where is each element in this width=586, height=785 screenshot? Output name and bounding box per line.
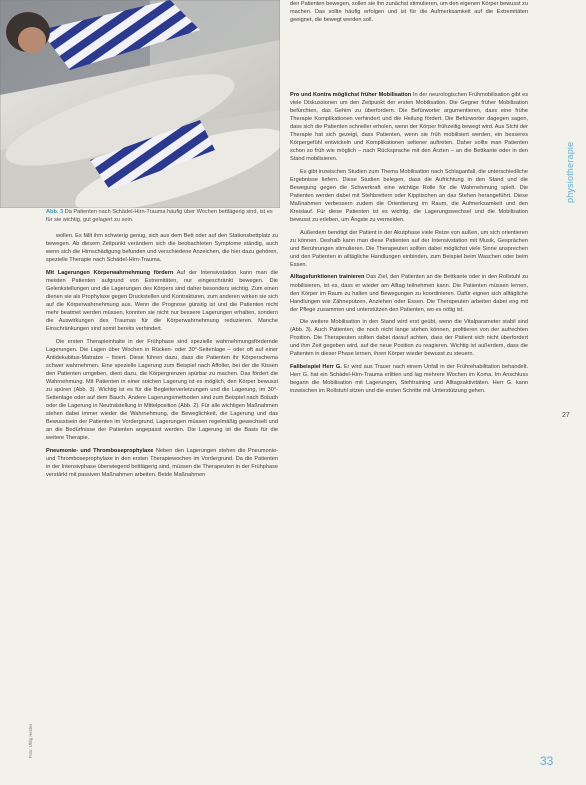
paragraph (290, 363, 528, 395)
paragraph-text: Neben den Lagerungen stehen die Pneumonie- und Thromboseprophylaxe in den ersten Therapiewochen im Vordergrund. Da die Patienten in der Intensivphase überwiegend bettlägerig sind, müssen die Therapeuten in der Frühphase verstärkt mit passiven Maßnahmen arbeiten. Beide Maßnahmen (46, 447, 279, 478)
paragraph-heading: Pro und Kontra möglichst früher Mobilisation (290, 92, 412, 98)
left-column (46, 232, 278, 483)
paragraph-heading: Fallbeispiel Herr G. (290, 363, 342, 370)
paragraph-text: Die ersten Therapieinhalte in der Frühphase sind spezielle wahrnehmungsfördernde Lagerungen. Die Lagen über Wochen in Rücken- oder 30°-Seitenlage – oder oft auf einer Antidekubitus-Matratze – fixiert. Diese führen dazu, dass die Patienten ihr Körperschema schwer wahrnehmen. Eine spezielle Lagerung zum Beispiel nach Affolter, bei der die Kissen den Patienten umgeben, dient dazu, die Körpergrenzen spürbar zu machen. Das fördert die Wahrnehmung. Mit Patienten in einer solchen Lagerung ist es möglich, den Körper bewusst zu spüren (Abb. 3). Wichtig ist es für die Begleiterverletzungen und die Lagerung, im 30°-Seitenlage oder auf dem Bauch. Andere Lagerungsmethoden sind zum Beispiel nach Bobath oder die Lagerung in Neutralstellung in Mittelposition (Abb. 2). Für alle wichtigen Maßnahmen stehen dabei immer wieder die Wahrnehmung, die Beweglichkeit, die Lagerung und das Bewusstsein der Patienten im Vordergrund. Lagerungen müssen regelmäßig gewechselt und an die Bedürfnisse der Patienten angepasst werden. Die Lagerung ist die Basis für die weitere Therapie. (46, 338, 278, 442)
paragraph-text: Die weitere Mobilisation in den Stand wird erst geübt, wenn die Vitalparameter stabil sind (Abb. 3). Auch Patienten, die noch nicht lange stehen können, profitieren von der aufrechten Position. Die Therapeuten sollten dabei darauf achten, dass der Patient sich nicht überfordert und ihm Zeit gegeben wird, auf die neue Position zu reagieren. Wichtig ist außerdem, dass die Patienten in dieser Phase lernen, ihren Körper wieder bewusst zu steuern. (290, 319, 528, 358)
section-tab-label: physiotherapie (565, 141, 575, 203)
figure-caption-text: Da Patienten nach Schädel-Hirn-Trauma häufig über Wochen bettlägerig sind, ist es für sie wichtig, gut gelagert zu sein. (46, 209, 273, 224)
paragraph (290, 91, 528, 163)
side-number: 27 (562, 412, 570, 419)
paragraph (290, 229, 528, 269)
right-column (290, 91, 528, 400)
paragraph-text: Auf der Intensivstation kann man die meisten Patienten aufgrund von Extremitäten, nur eingeschränkt bewegen. Die Gelenkstellungen und die Lagerungen des Körpers sind daher besonders wichtig. Zum einen dienen sie als Prophylaxe gegen Druckstellen und Kontrakturen, zum anderen wirken sie sich auf die Körperwahrnehmung aus. Wenn die Prognose günstig ist und die Patienten nicht mehr beatmet werden müssen, konnten sie nicht nur bessere Lagerungen erhalten, sondern die Auswirkungen des Traumas für die Körperwahrnehmung reduzieren. Manche Einschränkungen sind somit bereits verhindert. (46, 269, 278, 333)
paragraph-text: Er wird aus Trauer nach einem Unfall in der Frührehabilitation behandelt. Herr G. hat ein Schädel-Hirn-Trauma erlitten und lag mehrere Wochen im Koma. Im Anschluss begann die Mobilisation mit Lagerungen, Stehtraining und Alltagsaktivitäten. Herr G. kann inzwischen im Rollstuhl sitzen und die ersten Schritte mit Unterstützung gehen. (290, 363, 529, 395)
page-number: 33 (540, 754, 554, 768)
paragraph (46, 447, 278, 479)
paragraph-text: In der neurologischen Frühmobilisation gibt es viele Diskussionen um den Zeitpunkt der ersten Mobilisation. Die Gegner früher Mobilisation befürchten, das Gehirn zu überfordern. Die Befürworter argumentieren, dass eine frühe Therapie Komplikationen verhindert und die Heilung fördert. Die Befürworter dagegen sagen, dass sich die Patienten schneller erholen, wenn der Körper frühzeitig bewegt wird. Aus Sicht der Therapie hat sich gezeigt, dass Patienten, wenn sie früh mobilisiert werden, ein besseres Körpergefühl entwickeln und Komplikationen seltener auftreten. Daher sollte man Patienten schon so früh wie möglich – nach Rücksprache mit den Ärzten – an die Bettkante oder in den Stand mobilisieren. (290, 92, 528, 163)
paragraph (46, 232, 278, 264)
right-column-top (290, 0, 528, 29)
figure-caption (46, 208, 278, 224)
paragraph (46, 269, 278, 333)
paragraph-heading: Alltagsfunktionen trainieren (290, 274, 365, 281)
section-tab (563, 85, 577, 205)
paragraph (46, 338, 278, 443)
patient-photo (0, 0, 280, 208)
paragraph-text: Es gibt inzwischen Studien zum Thema Mobilisation nach Schlaganfall, die unterschiedliche Ergebnisse liefern. Diese Studien belegen, dass die Aufrichtung in den Stand und die Bewegung gegen die Schwerkraft eine wichtige Rolle für die Wahrnehmung spielt. Die Patienten werden dabei mit Stehbrettern oder Kipptischen an das Stehen herangeführt. Diese Maßnahmen verbessern zudem die Orientierung im Raum, die Aufmerksamkeit und den Kreislauf. Für diese Patienten ist es wichtig, die Lagerungswechsel und die Mobilisation bewusst zu erleben, um Ängste zu vermeiden. (290, 168, 528, 224)
paragraph (290, 0, 528, 24)
paragraph (290, 318, 528, 358)
photo-credit-text: Foto: Uhlig Herder (28, 723, 33, 758)
paragraph (290, 168, 528, 224)
paragraph-text: wollen. Es fällt ihm schwierig genug, sich aus dem Bett oder auf den Stationsbettplatz zu bewegen. Ab diesem Zeitpunkt verändern sich die beobachteten Symptome ständig, auch wenn sich die Hirnschädigung befunden und verschiedene Anzeichen, die hier dazu gehören, spezielle Therapie nach Schädel-Hirn-Trauma. (46, 233, 278, 264)
paragraph-text: den Patienten bewegen, sollen sie ihn zunächst stimulieren, um den eigenen Körper bewusst zu machen. Das sollte häufig erfolgen und ist für die Aufmerksamkeit auf die Extremitäten geeignet, die bewegt werden soll. (290, 1, 528, 24)
paragraph-text: Außerdem benötigt der Patient in der Akutphase viele Reize von außen, um sich orientieren zu können. Deshalb kann man diese Patienten auf der Intensivstation mit Musik, Gesprächen und Berührungen stimulieren. Die Therapeuten sollten dabei möglichst viele Sinne ansprechen und den Patienten in alltägliche Handlungen einbinden, zum Beispiel beim Waschen oder beim Essen. (290, 229, 528, 268)
photo-credit (28, 670, 36, 760)
paragraph-text: Das Ziel, den Patienten an die Bettkante oder in den Rollstuhl zu mobilisieren, ist es, dass er wieder am Alltag teilnehmen kann. Die Patienten müssen lernen, den Körper im Raum zu halten und Bewegungen zu koordinieren. Dafür eignen sich alltägliche Handlungen wie Zähneputzen, Anziehen oder Essen. Die Therapeuten arbeiten dabei eng mit der Pflege zusammen und unterstützen den Patienten, wo es nötig ist. (290, 274, 528, 313)
paragraph-heading: Pneumonie- und Thromboseprophylaxe (46, 447, 154, 454)
paragraph (290, 273, 528, 313)
paragraph-heading: Mit Lagerungen Körperwahrnehmung fördern (46, 269, 174, 276)
figure-label: Abb. 3 (46, 209, 64, 215)
